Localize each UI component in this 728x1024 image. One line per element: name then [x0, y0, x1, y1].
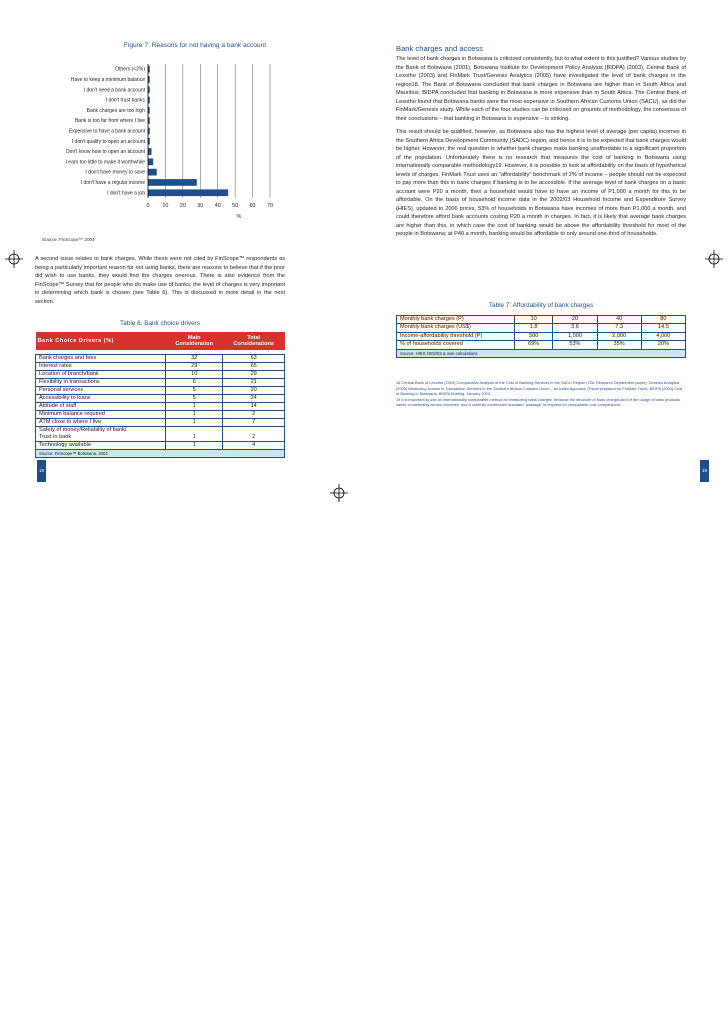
table-7-source-row [397, 349, 686, 357]
bar [148, 169, 157, 176]
main-cell: 10 [166, 370, 223, 378]
table-row [36, 441, 285, 449]
table-6-header-driver: Bank Choice Drivers (%) [36, 332, 166, 350]
bar [148, 179, 197, 186]
x-tick-label: 40 [214, 202, 221, 209]
table-row [36, 410, 285, 418]
bar [148, 148, 151, 155]
x-tick-label: 20 [179, 202, 186, 209]
x-tick-label: 30 [197, 202, 204, 209]
table-7 [396, 315, 686, 358]
driver-cell: Safety of money/Reliability of bank/ [36, 426, 166, 434]
total-cell: 21 [223, 378, 285, 386]
x-tick-label: 60 [249, 202, 256, 209]
category-label: I don't have a job [107, 190, 145, 197]
category-label: I don't qualify to open an account [71, 138, 145, 145]
row-label: Monthly bank charges (US$) [397, 324, 515, 332]
footnote-19: 19 It is important to use an internationally comparable method for measuring bank charges, because the structure of bank charges and of the usage of bank products varies considerably across countries, and a carefully constructed standard "package" is required for comparable cost comparisons. [396, 396, 680, 408]
bar-chart-svg [30, 60, 360, 245]
right-paragraph-2: This result should be qualified, however, as Botswana also has the highest level of average (per capita) incomes in the Southern Africa Development Community (SADC) region, and hence it is to be expected that bank charges would be higher. However, the real question is whether bank charges make banking unaffordable to a significant proportion of the population. Unfortunately there is no research that measures the cost of banking in Botswana using internationally comparable methodology19. However, it is possible to look at affordability on the basis of hypothetical levels of charges. FinMark Trust uses an "affordability" benchmark of 2% of income – people should not be expected to pay more than this in bank charges if banking is to be accessible. If the average level of bank charges on a basic account were P20 a month, then a household would have to have an income of P1,000 a month for this to be affordable. On the basis of household income data in the 2002/03 Household Income and Expenditure Survey (HIES), updated to 2006 prices, 53% of households in Botswana have incomes of more than P1,000 a month, and could therefore afford bank accounts costing P20 a month in charges. In fact, it is likely that average bank charges are higher than this, in which case the cost of banking would be above the affordability threshold for most of the people in Botswana; at P40 a month, banking would be affordable to only around one-third of households. [396, 129, 686, 237]
category-label: Others (<2%) [115, 66, 145, 73]
driver-cell: Technology available [36, 441, 166, 449]
total-cell: 2 [223, 410, 285, 418]
figure-7-title: Figure 7: Reasons for not having a bank account [123, 42, 267, 49]
total-cell: 24 [223, 394, 285, 402]
header-total-line2: Considerations [233, 341, 275, 347]
value-cell: 10 [515, 316, 553, 324]
table-6-header-main [166, 332, 223, 350]
registration-mark-right [705, 250, 723, 268]
left-page [30, 30, 360, 490]
bar [148, 159, 153, 166]
value-cell: 3.6 [553, 324, 597, 332]
category-label: Have to keep a minimum balance [70, 76, 145, 83]
page-number-right: 19 [700, 460, 709, 482]
main-cell: 5 [166, 394, 223, 402]
registration-mark-left [5, 250, 23, 268]
table-row [397, 316, 686, 324]
row-label: Income-affordability threshold (P) [397, 332, 515, 340]
table-6-source: Source: FinScope™ Botswana, 2004 [36, 449, 285, 457]
table-row [397, 341, 686, 349]
driver-cell: Accessibility to loans [36, 394, 166, 402]
total-cell: 63 [223, 354, 285, 362]
driver-cell: Attitude of staff [36, 402, 166, 410]
table-row [36, 378, 285, 386]
value-cell: 4,000 [641, 332, 685, 340]
table-7-body [397, 316, 686, 358]
total-cell: 20 [223, 386, 285, 394]
driver-cell: ATM close to where I live [36, 418, 166, 426]
total-cell: 14 [223, 402, 285, 410]
figure-7-chart [30, 60, 360, 245]
value-cell: 35% [597, 341, 641, 349]
value-cell: 53% [553, 341, 597, 349]
value-cell: 40 [597, 316, 641, 324]
value-cell: 20% [641, 341, 685, 349]
main-cell-empty [166, 426, 223, 434]
table-6 [35, 332, 285, 458]
table-row [397, 324, 686, 332]
table-row [36, 354, 285, 362]
total-cell: 29 [223, 370, 285, 378]
value-cell: 14.5 [641, 324, 685, 332]
driver-cell: Minimum balance required [36, 410, 166, 418]
table-6-title: Table 6: Bank choice drivers [120, 320, 200, 327]
value-cell: 2,000 [597, 332, 641, 340]
x-tick-label: 70 [267, 202, 273, 209]
main-cell: 5 [166, 386, 223, 394]
driver-cell: Bank charges and fees [36, 354, 166, 362]
value-cell: 80 [641, 316, 685, 324]
driver-cell: Flexibility in transactions [36, 378, 166, 386]
row-label: Monthly bank charges (P) [397, 316, 515, 324]
main-cell: 1 [166, 410, 223, 418]
header-main-line1: Main [187, 335, 201, 341]
row-label: % of households covered [397, 341, 515, 349]
driver-cell: Interest rates [36, 362, 166, 370]
category-label: I earn too little to make it worthwhile [65, 159, 145, 166]
main-cell: 1 [166, 434, 223, 442]
table-row [36, 418, 285, 426]
driver-cell: Personal services [36, 386, 166, 394]
right-page [388, 30, 718, 490]
table-6-body [36, 354, 285, 457]
table-row [36, 362, 285, 370]
table-row [36, 426, 285, 434]
right-paragraph-1: The level of bank charges in Botswana is criticised consistently, but to what extent is this justified? Various studies by the Bank of Botswana (2001), Botswana Institute for Development Policy Analysis (BIDPA) (2003), Central Bank of Lesotho (2003) and FinMark Trust/Genesis Analytics (2005) have investigated the level of bank charges in the region18. The Bank of Botswana concluded that bank charges in Botswana are higher than in South Africa and Mauritius. BIDPA concluded that banking in Botswana is more expensive than in South Africa. The Central Bank of Lesotho found that Botswana banks were the most expensive in Southern African Customs Union (SACU), as did the FinMark/Genesis study. While each of the four studies can be criticised on grounds of methodology, the consensus of their conclusions – that banking in Botswana is expensive – is striking. [396, 56, 686, 122]
main-cell: 1 [166, 441, 223, 449]
table-6-source-row [36, 449, 285, 457]
value-cell: 1,000 [553, 332, 597, 340]
main-cell: 32 [166, 354, 223, 362]
registration-mark-bottom [330, 484, 348, 502]
footnote-18: 18 Central Bank of Lesotho (2003) Comparative Analysis of the Cost of Banking Services in the SACU Region (CBL Research Department paper); Genesis Analytics (2005) Measuring Access to Transaction Services in the Southern African Customs Union – an Index Approach (Paper prepared for FinMark Trust); BIDPA (2003) Cost of Banking in Botswana, BIDPA Briefing, January 2003. [396, 380, 683, 397]
category-label: Don't know how to open an account [65, 149, 145, 156]
value-cell: 500 [515, 332, 553, 340]
table-6-header-total [223, 332, 285, 350]
figure-7-source: Source: FinScope™ 2004 [42, 237, 95, 242]
main-cell: 6 [166, 378, 223, 386]
category-label: I don't have a regular income [80, 179, 145, 186]
bar [148, 189, 228, 196]
table-row [397, 332, 686, 340]
table-row [36, 402, 285, 410]
driver-cell: Trust in bank [36, 434, 166, 442]
header-total-line1: Total [247, 335, 261, 341]
category-label: Bank is too far from where I live [74, 118, 145, 125]
main-cell: 1 [166, 402, 223, 410]
main-cell: 29 [166, 362, 223, 370]
x-tick-label: 50 [232, 202, 239, 209]
table-row [36, 394, 285, 402]
category-label: I don't trust banks [105, 97, 145, 104]
table-row [36, 434, 285, 442]
total-cell: 65 [223, 362, 285, 370]
right-text [396, 55, 686, 244]
header-main-line2: Consideration [175, 341, 213, 347]
section-heading: Bank charges and access [396, 44, 483, 53]
total-cell: 2 [223, 434, 285, 442]
main-cell: 1 [166, 418, 223, 426]
total-cell: 4 [223, 441, 285, 449]
value-cell: 1.8 [515, 324, 553, 332]
table-7-source: Source: HIES 2002/03 & own calculations [397, 349, 686, 357]
page-number-left: 18 [37, 460, 46, 482]
value-cell: 69% [515, 341, 553, 349]
driver-cell: Location of branch/bank [36, 370, 166, 378]
value-cell: 20 [553, 316, 597, 324]
x-tick-label: 0 [146, 202, 150, 209]
table-7-title: Table 7: Affordability of bank charges [488, 302, 594, 309]
total-cell-empty [223, 426, 285, 434]
value-cell: 7.3 [597, 324, 641, 332]
table-row [36, 370, 285, 378]
category-label: I don't have money to save [85, 169, 145, 176]
footnotes [396, 380, 686, 408]
x-axis-label: % [236, 213, 242, 220]
x-tick-label: 10 [162, 202, 169, 209]
category-label: Bank charges are too high [86, 107, 145, 114]
left-paragraph: A second issue relates to bank charges. While these were not cited by FinScope™ respondents as being a particularly important reason for not using banks, there are reasons to believe that if the poor did wish to use banks, they would find the charges onerous. There is also evidence from the FinScope™ Survey that for people who do make use of banks, the level of charges is very important in determining which bank is chosen (see Table 6). This is discussed in more detail in the next section. [35, 256, 285, 305]
category-label: Expensive to have a bank account [68, 128, 145, 135]
category-label: I don't need a bank account [83, 87, 145, 94]
table-row [36, 386, 285, 394]
total-cell: 7 [223, 418, 285, 426]
